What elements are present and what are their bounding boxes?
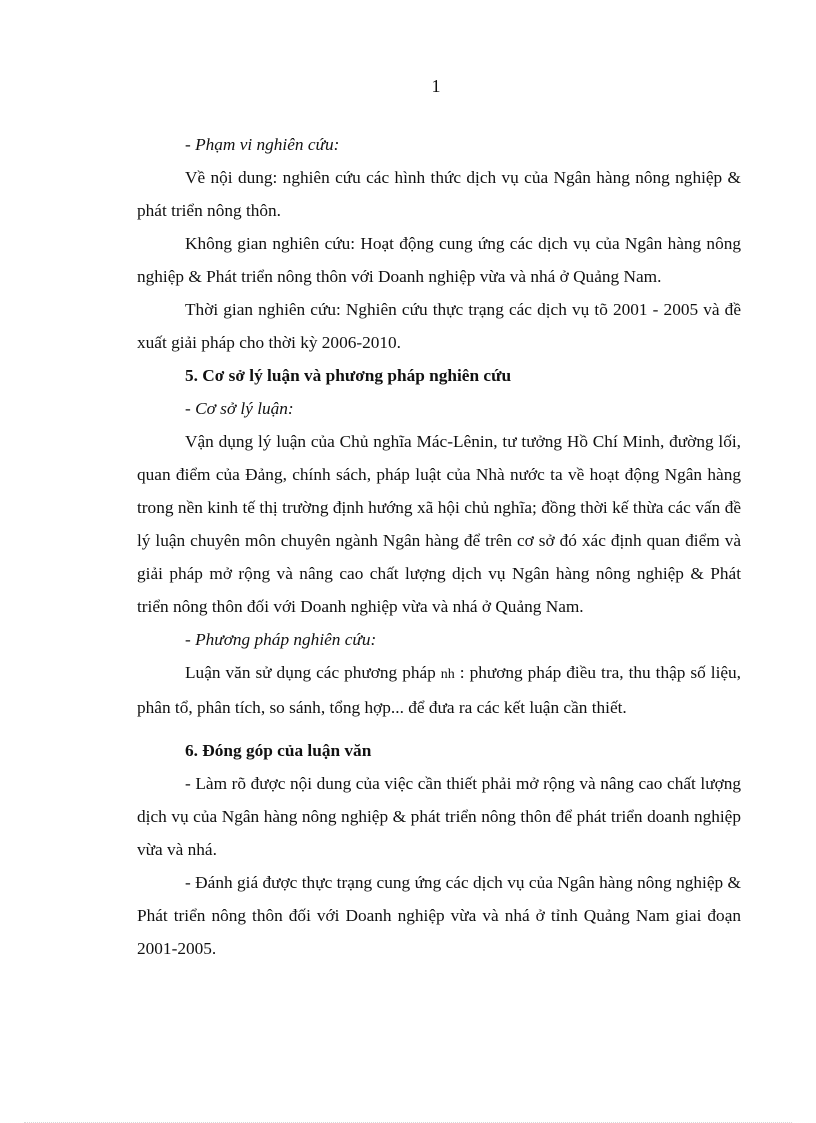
section-5-title: 5. Cơ sở lý luận và phương pháp nghiên cứu bbox=[185, 366, 512, 385]
scope-space-paragraph: Không gian nghiên cứu: Hoạt động cung ứng các dịch vụ của Ngân hàng nông nghiệp & Phát triển nông thôn với Doanh nghiệp vừa và nhá ở Quảng Nam. bbox=[137, 234, 741, 286]
method-text-end: : phương pháp điều tra, thu thập số liệu, phân tổ, phân tích, so sánh, tổng hợp... để đưa ra các kết luận cần thiết. bbox=[137, 663, 742, 717]
page-number: 1 bbox=[431, 76, 441, 96]
method-text-fragment: nh bbox=[440, 667, 455, 682]
section-6-title: 6. Đóng góp của luận văn bbox=[185, 741, 372, 760]
method-heading: - Phương pháp nghiên cứu: bbox=[185, 630, 377, 649]
basis-paragraph: Vận dụng lý luận của Chủ nghĩa Mác-Lênin, tư tưởng Hồ Chí Minh, đường lối, quan điểm của Đảng, chính sách, pháp luật của Nhà nước ta về hoạt động Ngân hàng trong nền kinh tế thị trường định hướng xã hội chủ nghĩa; đồng thời kế thừa các vấn đề lý luận chuyên môn chuyên ngành Ngân hàng để trên cơ sở đó xác định quan điểm và giải pháp mở rộng và nâng cao chất lượng dịch vụ Ngân hàng nông nghiệp & Phát triển nông thôn đối với Doanh nghiệp vừa và nhá ở Quảng Nam. bbox=[137, 432, 741, 616]
document-body bbox=[137, 128, 741, 965]
scope-content-paragraph: Về nội dung: nghiên cứu các hình thức dịch vụ của Ngân hàng nông nghiệp & phát triển nông thôn. bbox=[137, 168, 741, 220]
contribution-item-2: - Đánh giá được thực trạng cung ứng các dịch vụ của Ngân hàng nông nghiệp & Phát triển nông thôn đối với Doanh nghiệp vừa và nhá ở tỉnh Quảng Nam giai đoạn 2001-2005. bbox=[137, 873, 741, 958]
basis-heading: - Cơ sở lý luận: bbox=[185, 399, 294, 418]
scope-time-paragraph: Thời gian nghiên cứu: Nghiên cứu thực trạng các dịch vụ tõ 2001 - 2005 và đề xuất giải pháp cho thời kỳ 2006-2010. bbox=[137, 300, 741, 352]
method-text-start: Luận văn sử dụng các phương pháp bbox=[185, 663, 441, 682]
scope-heading: - Phạm vi nghiên cứu: bbox=[185, 135, 340, 154]
contribution-item-1: - Làm rõ được nội dung của việc cần thiết phải mở rộng và nâng cao chất lượng dịch vụ của Ngân hàng nông nghiệp & phát triển nông thôn để phát triển doanh nghiệp vừa và nhá. bbox=[137, 774, 741, 859]
method-paragraph bbox=[137, 656, 741, 724]
spacer bbox=[137, 724, 741, 734]
